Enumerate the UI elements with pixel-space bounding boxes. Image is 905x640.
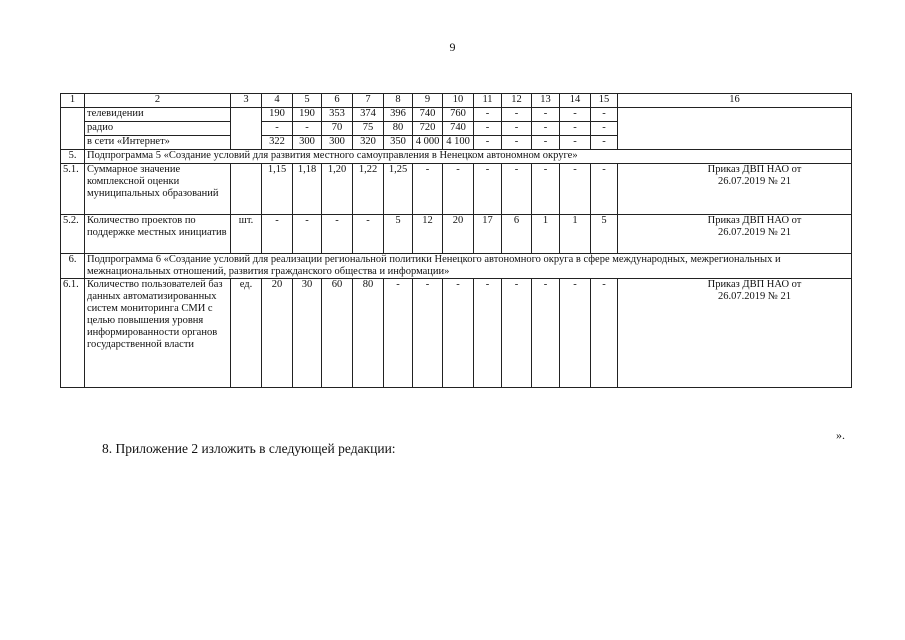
header-cell: 8 — [384, 94, 413, 108]
indicator-name: радио — [85, 122, 231, 136]
value-cell: 5 — [384, 215, 413, 254]
row-number: 5.1. — [61, 164, 85, 215]
value-cell: 1,18 — [293, 164, 322, 215]
value-cell: - — [502, 136, 532, 150]
value-cell: 300 — [322, 136, 353, 150]
value-cell: 70 — [322, 122, 353, 136]
value-cell: 20 — [262, 279, 293, 388]
indicators-table — [60, 93, 852, 388]
header-row — [61, 94, 852, 108]
row-number — [61, 108, 85, 150]
source-cell — [618, 279, 852, 388]
source-text: Приказ ДВП НАО от 26.07.2019 № 21 — [707, 164, 802, 187]
header-cell: 2 — [85, 94, 231, 108]
value-cell: 760 — [443, 108, 474, 122]
value-cell: 12 — [413, 215, 443, 254]
value-cell: - — [502, 122, 532, 136]
source-cell — [618, 108, 852, 150]
header-cell: 6 — [322, 94, 353, 108]
value-cell: 720 — [413, 122, 443, 136]
unit-cell: ед. — [231, 279, 262, 388]
subprogram-row — [61, 150, 852, 164]
row-number: 5.2. — [61, 215, 85, 254]
value-cell: - — [591, 136, 618, 150]
page-number: 9 — [449, 40, 456, 54]
unit-cell — [231, 108, 262, 150]
table-row — [61, 279, 852, 388]
header-cell: 5 — [293, 94, 322, 108]
source-text: Приказ ДВП НАО от 26.07.2019 № 21 — [707, 279, 802, 302]
value-cell: - — [591, 164, 618, 215]
value-cell: - — [474, 122, 502, 136]
value-cell: - — [532, 122, 560, 136]
value-cell: 75 — [353, 122, 384, 136]
value-cell: - — [532, 136, 560, 150]
subprogram-row — [61, 254, 852, 279]
value-cell: - — [384, 279, 413, 388]
source-cell — [618, 164, 852, 215]
value-cell: 350 — [384, 136, 413, 150]
header-cell: 13 — [532, 94, 560, 108]
subprogram-number: 6. — [61, 254, 85, 279]
value-cell: 4 100 — [443, 136, 474, 150]
value-cell: - — [560, 164, 591, 215]
value-cell: - — [560, 108, 591, 122]
value-cell: - — [502, 279, 532, 388]
indicator-name: телевидении — [85, 108, 231, 122]
value-cell: 4 000 — [413, 136, 443, 150]
value-cell: - — [474, 108, 502, 122]
value-cell: - — [413, 279, 443, 388]
value-cell: 20 — [443, 215, 474, 254]
value-cell: 190 — [262, 108, 293, 122]
table-row — [61, 164, 852, 215]
value-cell: - — [322, 215, 353, 254]
value-cell: - — [532, 108, 560, 122]
value-cell: 60 — [322, 279, 353, 388]
closing-quote: ». — [836, 428, 845, 442]
value-cell: 80 — [384, 122, 413, 136]
value-cell: - — [353, 215, 384, 254]
header-cell: 9 — [413, 94, 443, 108]
header-cell: 12 — [502, 94, 532, 108]
indicator-name: Количество проектов по поддержке местных инициатив — [85, 215, 231, 254]
unit-cell: шт. — [231, 215, 262, 254]
source-text: Приказ ДВП НАО от 26.07.2019 № 21 — [707, 215, 802, 238]
header-cell: 14 — [560, 94, 591, 108]
source-cell — [618, 215, 852, 254]
value-cell: 322 — [262, 136, 293, 150]
value-cell: 300 — [293, 136, 322, 150]
value-cell: - — [262, 122, 293, 136]
header-cell: 3 — [231, 94, 262, 108]
value-cell: - — [443, 164, 474, 215]
value-cell: - — [413, 164, 443, 215]
row-number: 6.1. — [61, 279, 85, 388]
value-cell: - — [443, 279, 474, 388]
header-cell: 15 — [591, 94, 618, 108]
subprogram-title: Подпрограмма 5 «Создание условий для развития местного самоуправления в Ненецком автономном округе» — [85, 150, 852, 164]
value-cell: - — [474, 279, 502, 388]
value-cell: - — [591, 108, 618, 122]
value-cell: 1,15 — [262, 164, 293, 215]
value-cell: 740 — [443, 122, 474, 136]
value-cell: - — [293, 122, 322, 136]
header-cell: 7 — [353, 94, 384, 108]
header-cell: 10 — [443, 94, 474, 108]
table-body — [61, 94, 852, 388]
indicator-name: Суммарное значение комплексной оценки муниципальных образований — [85, 164, 231, 215]
value-cell: 1,20 — [322, 164, 353, 215]
value-cell: 374 — [353, 108, 384, 122]
value-cell: 1 — [560, 215, 591, 254]
header-cell: 11 — [474, 94, 502, 108]
value-cell: - — [474, 164, 502, 215]
value-cell: - — [532, 279, 560, 388]
value-cell: 1 — [532, 215, 560, 254]
value-cell: - — [474, 136, 502, 150]
unit-cell — [231, 164, 262, 215]
value-cell: - — [591, 279, 618, 388]
value-cell: 80 — [353, 279, 384, 388]
value-cell: - — [560, 136, 591, 150]
header-cell: 1 — [61, 94, 85, 108]
value-cell: 740 — [413, 108, 443, 122]
value-cell: 30 — [293, 279, 322, 388]
indicator-name: в сети «Интернет» — [85, 136, 231, 150]
value-cell: - — [502, 164, 532, 215]
value-cell: - — [591, 122, 618, 136]
value-cell: 320 — [353, 136, 384, 150]
header-cell: 4 — [262, 94, 293, 108]
value-cell: 1,25 — [384, 164, 413, 215]
value-cell: - — [262, 215, 293, 254]
instruction-text: 8. Приложение 2 изложить в следующей редакции: — [102, 441, 396, 456]
value-cell: 6 — [502, 215, 532, 254]
value-cell: 17 — [474, 215, 502, 254]
value-cell: 190 — [293, 108, 322, 122]
value-cell: - — [502, 108, 532, 122]
value-cell: - — [560, 279, 591, 388]
subprogram-number: 5. — [61, 150, 85, 164]
value-cell: 5 — [591, 215, 618, 254]
value-cell: 396 — [384, 108, 413, 122]
subprogram-title: Подпрограмма 6 «Создание условий для реализации региональной политики Ненецкого автономного округа в сфере международных, межрегиональных и межнациональных отношений, развития гражданского общества и информации» — [85, 254, 852, 279]
value-cell: 1,22 — [353, 164, 384, 215]
value-cell: 353 — [322, 108, 353, 122]
table-row — [61, 108, 852, 122]
header-cell: 16 — [618, 94, 852, 108]
value-cell: - — [293, 215, 322, 254]
indicator-name: Количество пользователей баз данных автоматизированных систем мониторинга СМИ с целью повышения уровня информированности органов государственной власти — [85, 279, 231, 388]
value-cell: - — [560, 122, 591, 136]
value-cell: - — [532, 164, 560, 215]
table-row — [61, 215, 852, 254]
